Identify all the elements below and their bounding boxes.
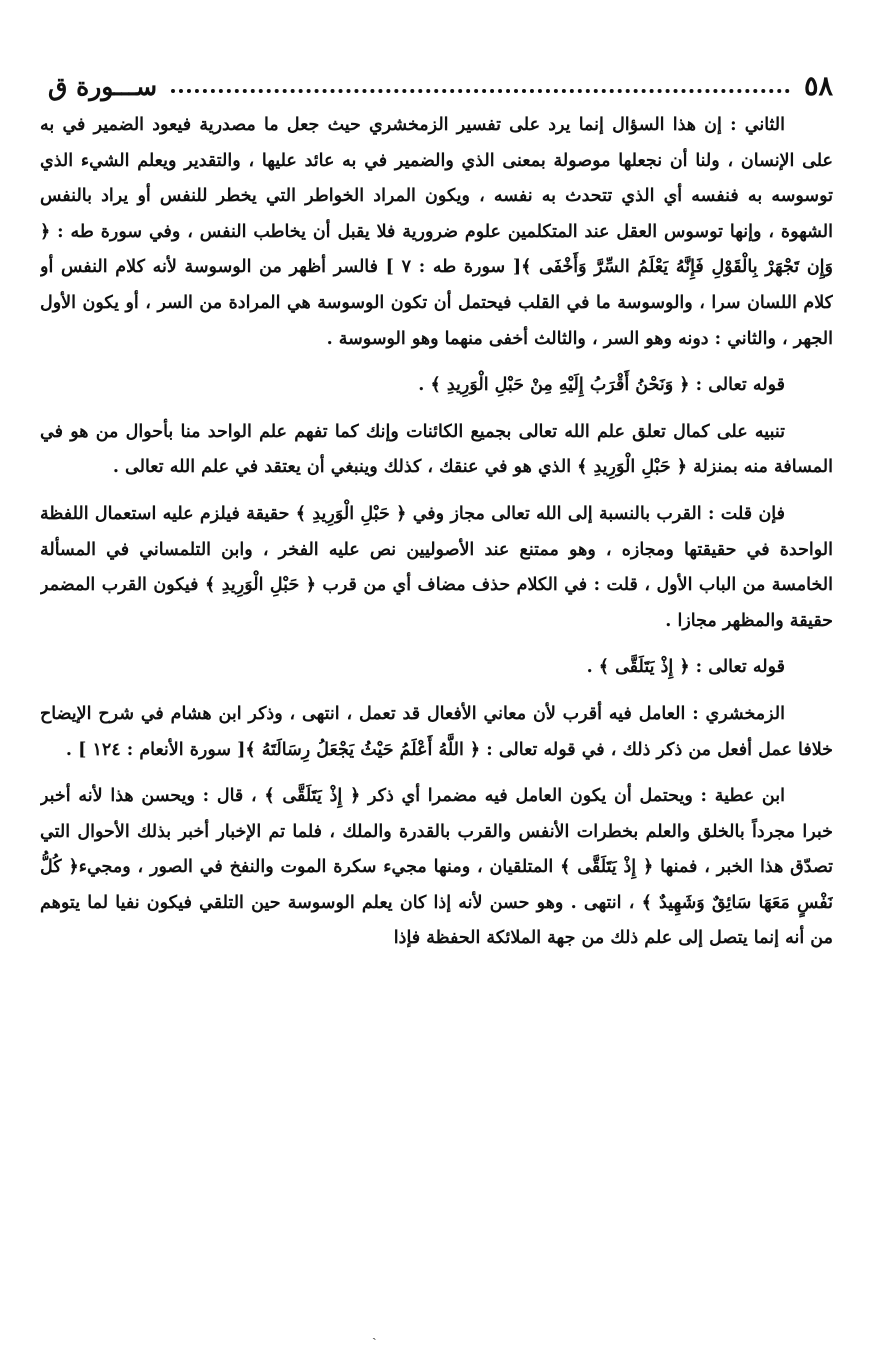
page-number: ٥٨ [803,70,833,102]
running-head-surah-title: ســـورة ق [48,71,158,101]
page-header [40,66,833,106]
paragraph-knowledge-note: تنبيه على كمال تعلق علم الله تعالى بجميع الكائنات وإنك كما تفهم علم الواحد منا بأحوال من هو في المسافة منه بمنزلة ﴿ حَبْلِ الْوَرِيدِ ﴾ الذي هو في عنقك ، كذلك وينبغي أن يعتقد في علم الله تعالى . [40,421,833,478]
dotted-leader [171,89,790,93]
scan-speck: ˎ [372,1325,377,1341]
paragraph-verse-heading-closeness: قوله تعالى : ﴿ وَنَحْنُ أَقْرَبُ إِلَيْهِ مِنْ حَبْلِ الْوَرِيدِ ﴾ . [418,375,785,396]
paragraph-objection-and-reply: فإن قلت : القرب بالنسبة إلى الله تعالى مجاز وفي ﴿ حَبْلِ الْوَرِيدِ ﴾ حقيقة فيلزم عليه استعمال اللفظة الواحدة في حقيقتها ومجازه ، وهو ممتنع عند الأصوليين نص عليه الفخر ، وابن التلمساني في المسألة الخامسة من الباب الأول ، قلت : في الكلام حذف مضاف أي من قرب ﴿ حَبْلِ الْوَرِيدِ ﴾ فيكون القرب المضمر حقيقة والمظهر مجازا . [40,503,833,631]
paragraph-verse-heading-receive: قوله تعالى : ﴿ إِذْ يَتَلَقَّى ﴾ . [586,657,785,678]
paragraph-zamakhshari: الزمخشري : العامل فيه أقرب لأن معاني الأفعال قد تعمل ، انتهى ، وذكر ابن هشام في شرح الإيضاح خلافا عمل أفعل من ذكر ذلك ، في قوله تعالى : ﴿ اللَّهُ أَعْلَمُ حَيْثُ يَجْعَلُ رِسَالَتَهُ ﴾[ سورة الأنعام : ١٢٤ ] . [40,703,833,760]
paragraph-second-answer: الثاني : إن هذا السؤال إنما يرد على تفسير الزمخشري حيث جعل ما مصدرية فيعود الضمير في به على الإنسان ، ولنا أن نجعلها موصولة بمعنى الذي والضمير في به عائد عليها ، والتقدير ويعلم الشيء الذي توسوسه به فنفسه أي الذي تتحدث به نفسه ، ويكون المراد الخواطر التي يخطر للنفس أو يراد بالنفس الشهوة ، وإنها توسوس العقل عند المتكلمين علوم ضرورية فلا يقبل أن يخاطب النفس ، وفي سورة طه : ﴿ وَإِن تَجْهَرْ بِالْقَوْلِ فَإِنَّهُ يَعْلَمُ السِّرَّ وَأَخْفَى ﴾[ سورة طه : ٧ ] فالسر أظهر من الوسوسة لأنه كلام النفس أو كلام اللسان سرا ، والوسوسة ما في القلب فيحتمل أن تكون الوسوسة هي المرادة من السر ، أو يكون الأول الجهر ، والثاني : دونه وهو السر ، والثالث أخفى منهما وهو الوسوسة . [40,115,833,349]
paragraph-ibn-atiyya: ابن عطية : ويحتمل أن يكون العامل فيه مضمرا أي ذكر ﴿ إِذْ يَتَلَقَّى ﴾ ، قال : ويحسن هذا لأنه أخبر خبرا مجرداً بالخلق والعلم بخطرات الأنفس والقرب بالقدرة والملك ، فلما تم الإخبار أخبر بذلك الأحوال التي تصدّق هذا الخبر ، فمنها ﴿ إِذْ يَتَلَقَّى ﴾ المتلقيان ، ومنها مجيء سكرة الموت والنفخ في الصور ، ومجيء﴿ كُلُّ نَفْسٍ مَعَهَا سَائِقٌ وَشَهِيدٌ ﴾ ، انتهى . وهو حسن لأنه إذا كان يعلم الوسوسة حين التلقي فيكون نفيا لما يتوهم من أنه إنما يتصل إلى علم ذلك من جهة الملائكة الحفظة فإذا [40,786,833,949]
page-body [40,108,833,1347]
